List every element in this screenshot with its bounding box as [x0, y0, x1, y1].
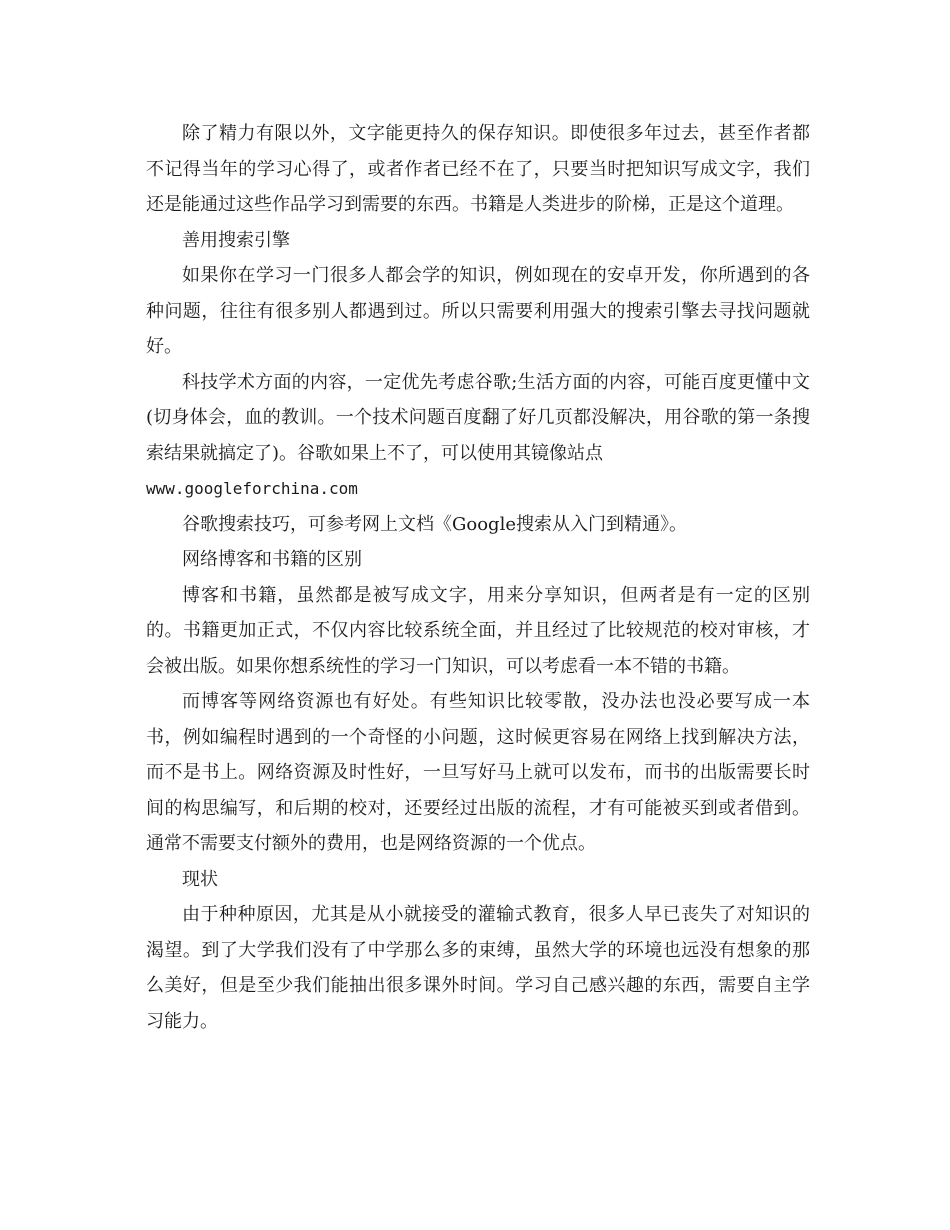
paragraph-google-tips: 谷歌搜索技巧，可参考网上文档《Google搜索从入门到精通》。: [182, 513, 687, 535]
paragraph-books-formal: 博客和书籍，虽然都是被写成文字，用来分享知识，但两者是有一定的区别的。书籍更加正式，不仅内容比较系统全面，并且经过了比较规范的校对审核，才会被出版。如果你想系统性的学习一门知识，可以考虑看一本不错的书籍。: [146, 584, 810, 677]
mirror-site-url: www.googleforchina.com: [146, 479, 358, 498]
paragraph-search-engine-usage: 如果你在学习一门很多人都会学的知识，例如现在的安卓开发，你所遇到的各种问题，往往有很多别人都遇到过。所以只需要利用强大的搜索引擎去寻找问题就好。: [146, 265, 810, 357]
section-heading-blogs-vs-books: 网络博客和书籍的区别: [182, 549, 362, 570]
paragraph-text-durability: 除了精力有限以外，文字能更持久的保存知识。即使很多年过去，甚至作者都不记得当年的学习心得了，或者作者已经不在了，只要当时把知识写成文字，我们还是能通过这些作品学习到需要的东西。书籍是人类进步的阶梯，正是这个道理。: [146, 123, 810, 215]
paragraph-blogs-advantages: 而博客等网络资源也有好处。有些知识比较零散，没办法也没必要写成一本书，例如编程时遇到的一个奇怪的小问题，这时候更容易在网络上找到解决方法，而不是书上。网络资源及时性好，一旦写好马上就可以发布，而书的出版需要长时间的构思编写，和后期的校对，还要经过出版的流程，才有可能被买到或者借到。通常不需要支付额外的费用，也是网络资源的一个优点。: [146, 691, 810, 854]
section-heading-current-status: 现状: [182, 868, 218, 890]
paragraph-google-vs-baidu: 科技学术方面的内容，一定优先考虑谷歌;生活方面的内容，可能百度更懂中文(切身体会，血的教训。一个技术问题百度翻了好几页都没解决，用谷歌的第一条搜索结果就搞定了)。谷歌如果上不了，可以使用其镜像站点: [146, 371, 810, 464]
section-heading-search-engines: 善用搜索引擎: [182, 229, 290, 251]
paragraph-current-status: 由于种种原因，尤其是从小就接受的灌输式教育，很多人早已丧失了对知识的渴望。到了大学我们没有了中学那么多的束缚，虽然大学的环境也远没有想象的那么美好，但是至少我们能抽出很多课外时间。学习自己感兴趣的东西，需要自主学习能力。: [146, 904, 810, 1032]
